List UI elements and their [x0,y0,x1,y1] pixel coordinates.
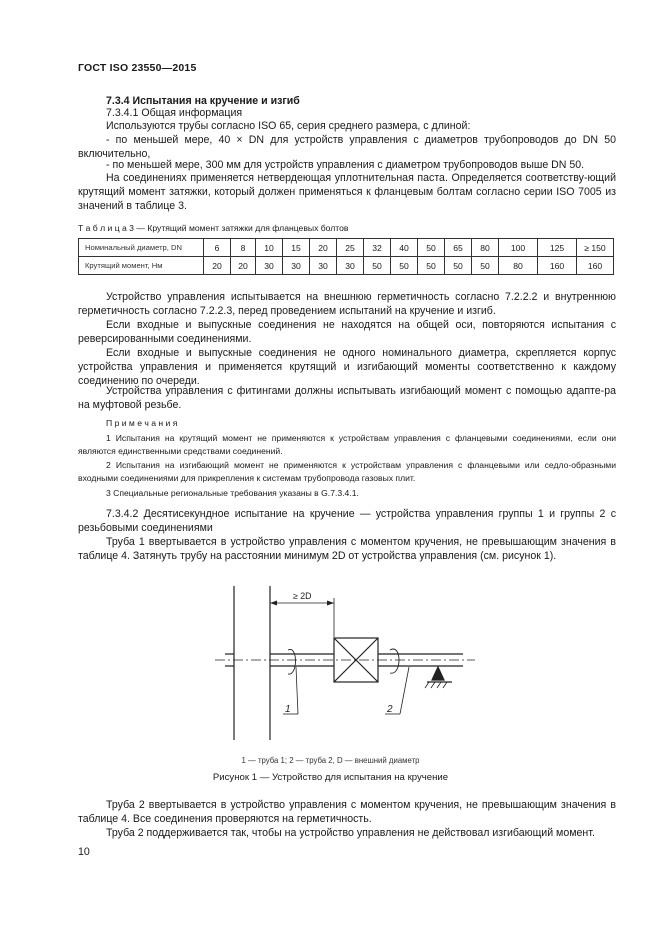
table-cell: 30 [283,257,310,275]
paragraph: Труба 2 ввертывается в устройство управления с моментом кручения, не превышающим значения в таблице 4. Все соединения проверяются на герметичность. [78,799,616,826]
table-cell: 50 [418,257,445,275]
torque-arrow [288,649,296,674]
table-cell: 40 [391,239,418,257]
subsection-title: 7.3.4.1 Общая информация [106,107,243,119]
dimension-label: ≥ 2D [293,591,312,601]
paragraph: Труба 1 ввертывается в устройство управления с моментом кручения, не превышающим значения в таблице 4. Затянуть трубу на расстоянии минимум 2D от устройства управления (см. рисунок 1). [78,536,616,563]
table-cell: 6 [204,239,231,257]
section-title: 7.3.4 Испытания на кручение и изгиб [106,95,300,107]
figure-legend: 1 — труба 1; 2 — труба 2, D — внешний диаметр [241,756,420,765]
subsection-title: 7.3.4.2 Десятисекундное испытание на кручение — устройства управления группы 1 и группы 2 с резьбовыми соединениями [78,508,616,535]
table-cell: 25 [337,239,364,257]
table-cell: 30 [256,257,283,275]
table-cell: 20 [231,257,256,275]
table-cell: 50 [472,257,499,275]
note: 2 Испытания на изгибающий момент не применяются к устройствам управления с фланцевыми или седло-образными входными соединениями для прикрепления к системам трубопровода газовых плит. [78,460,616,483]
table-cell: 50 [364,257,391,275]
paragraph: Труба 2 поддерживается так, чтобы на устройство управления не действовал изгибающий момент. [106,827,595,839]
table-cell: 15 [283,239,310,257]
table-caption: Т а б л и ц а 3 — Крутящий момент затяжки для фланцевых болтов [78,223,349,233]
notes-title: П р и м е ч а н и я [106,418,178,428]
table-cell: 30 [337,257,364,275]
table-cell: 80 [499,257,538,275]
table-cell: ≥ 150 [577,239,614,257]
table-cell: 160 [538,257,577,275]
table-cell: 32 [364,239,391,257]
list-item: - по меньшей мере, 300 мм для устройств управления с диаметром трубопроводов выше DN 50. [106,159,585,171]
table-cell: 8 [231,239,256,257]
row-label: Крутящий момент, Нм [79,257,204,275]
table-cell: 65 [445,239,472,257]
paragraph: Если входные и выпускные соединения не находятся на общей оси, повторяются испытания с реверсированными соединениями. [78,319,616,346]
table-cell: 30 [310,257,337,275]
table-cell: 160 [577,257,614,275]
table-cell: 20 [310,239,337,257]
row-label: Номинальный диаметр, DN [79,239,204,257]
paragraph: Используются трубы согласно ISO 65, серия среднего размера, с длиной: [106,120,471,132]
table-cell: 100 [499,239,538,257]
table-cell: 80 [472,239,499,257]
list-item: - по меньшей мере, 40 × DN для устройств управления с диаметров трубопроводов до DN 50 включительно, [78,134,616,161]
table-cell: 125 [538,239,577,257]
table-cell: 10 [256,239,283,257]
table-cell: 50 [391,257,418,275]
torque-arrow [390,649,399,673]
paragraph: Если входные и выпускные соединения не одного номинального диаметра, скрепляется корпус устройства управления и применяется крутящий и изгибающий моменты соответственно к каждому соединению по очереди. [78,347,616,388]
page-number: 10 [78,846,90,858]
note: 1 Испытания на крутящий момент не применяются к устройствам управления с фланцевыми соединениями, если они являются единственными средствами соединений. [78,433,616,456]
figure-caption: Рисунок 1 — Устройство для испытания на кручение [212,772,449,783]
note: 3 Специальные региональные требования указаны в G.7.3.4.1. [106,488,359,498]
table-cell: 50 [445,257,472,275]
table-cell: 20 [204,257,231,275]
table-cell: 50 [418,239,445,257]
label-pipe-2: 2 [387,704,393,715]
paragraph: Устройства управления с фитингами должны испытывать изгибающий момент с помощью адапте-ра на муфтовой резьбе. [78,385,616,412]
paragraph: На соединениях применяется нетвердеющая уплотнительная паста. Определяется соответству-ющий крутящий момент затяжки, который должен применяться к фланцевым болтам согласно серии ISO 7005 из значений в таблице 3. [78,172,616,213]
support-icon [432,667,444,680]
paragraph: Устройство управления испытывается на внешнюю герметичность согласно 7.2.2.2 и внутреннюю герметичность согласно 7.2.2.3, перед проведением испытаний на кручение и изгиб. [78,291,616,318]
document-header: ГОСТ ISO 23550—2015 [78,62,197,74]
label-pipe-1: 1 [285,704,291,715]
